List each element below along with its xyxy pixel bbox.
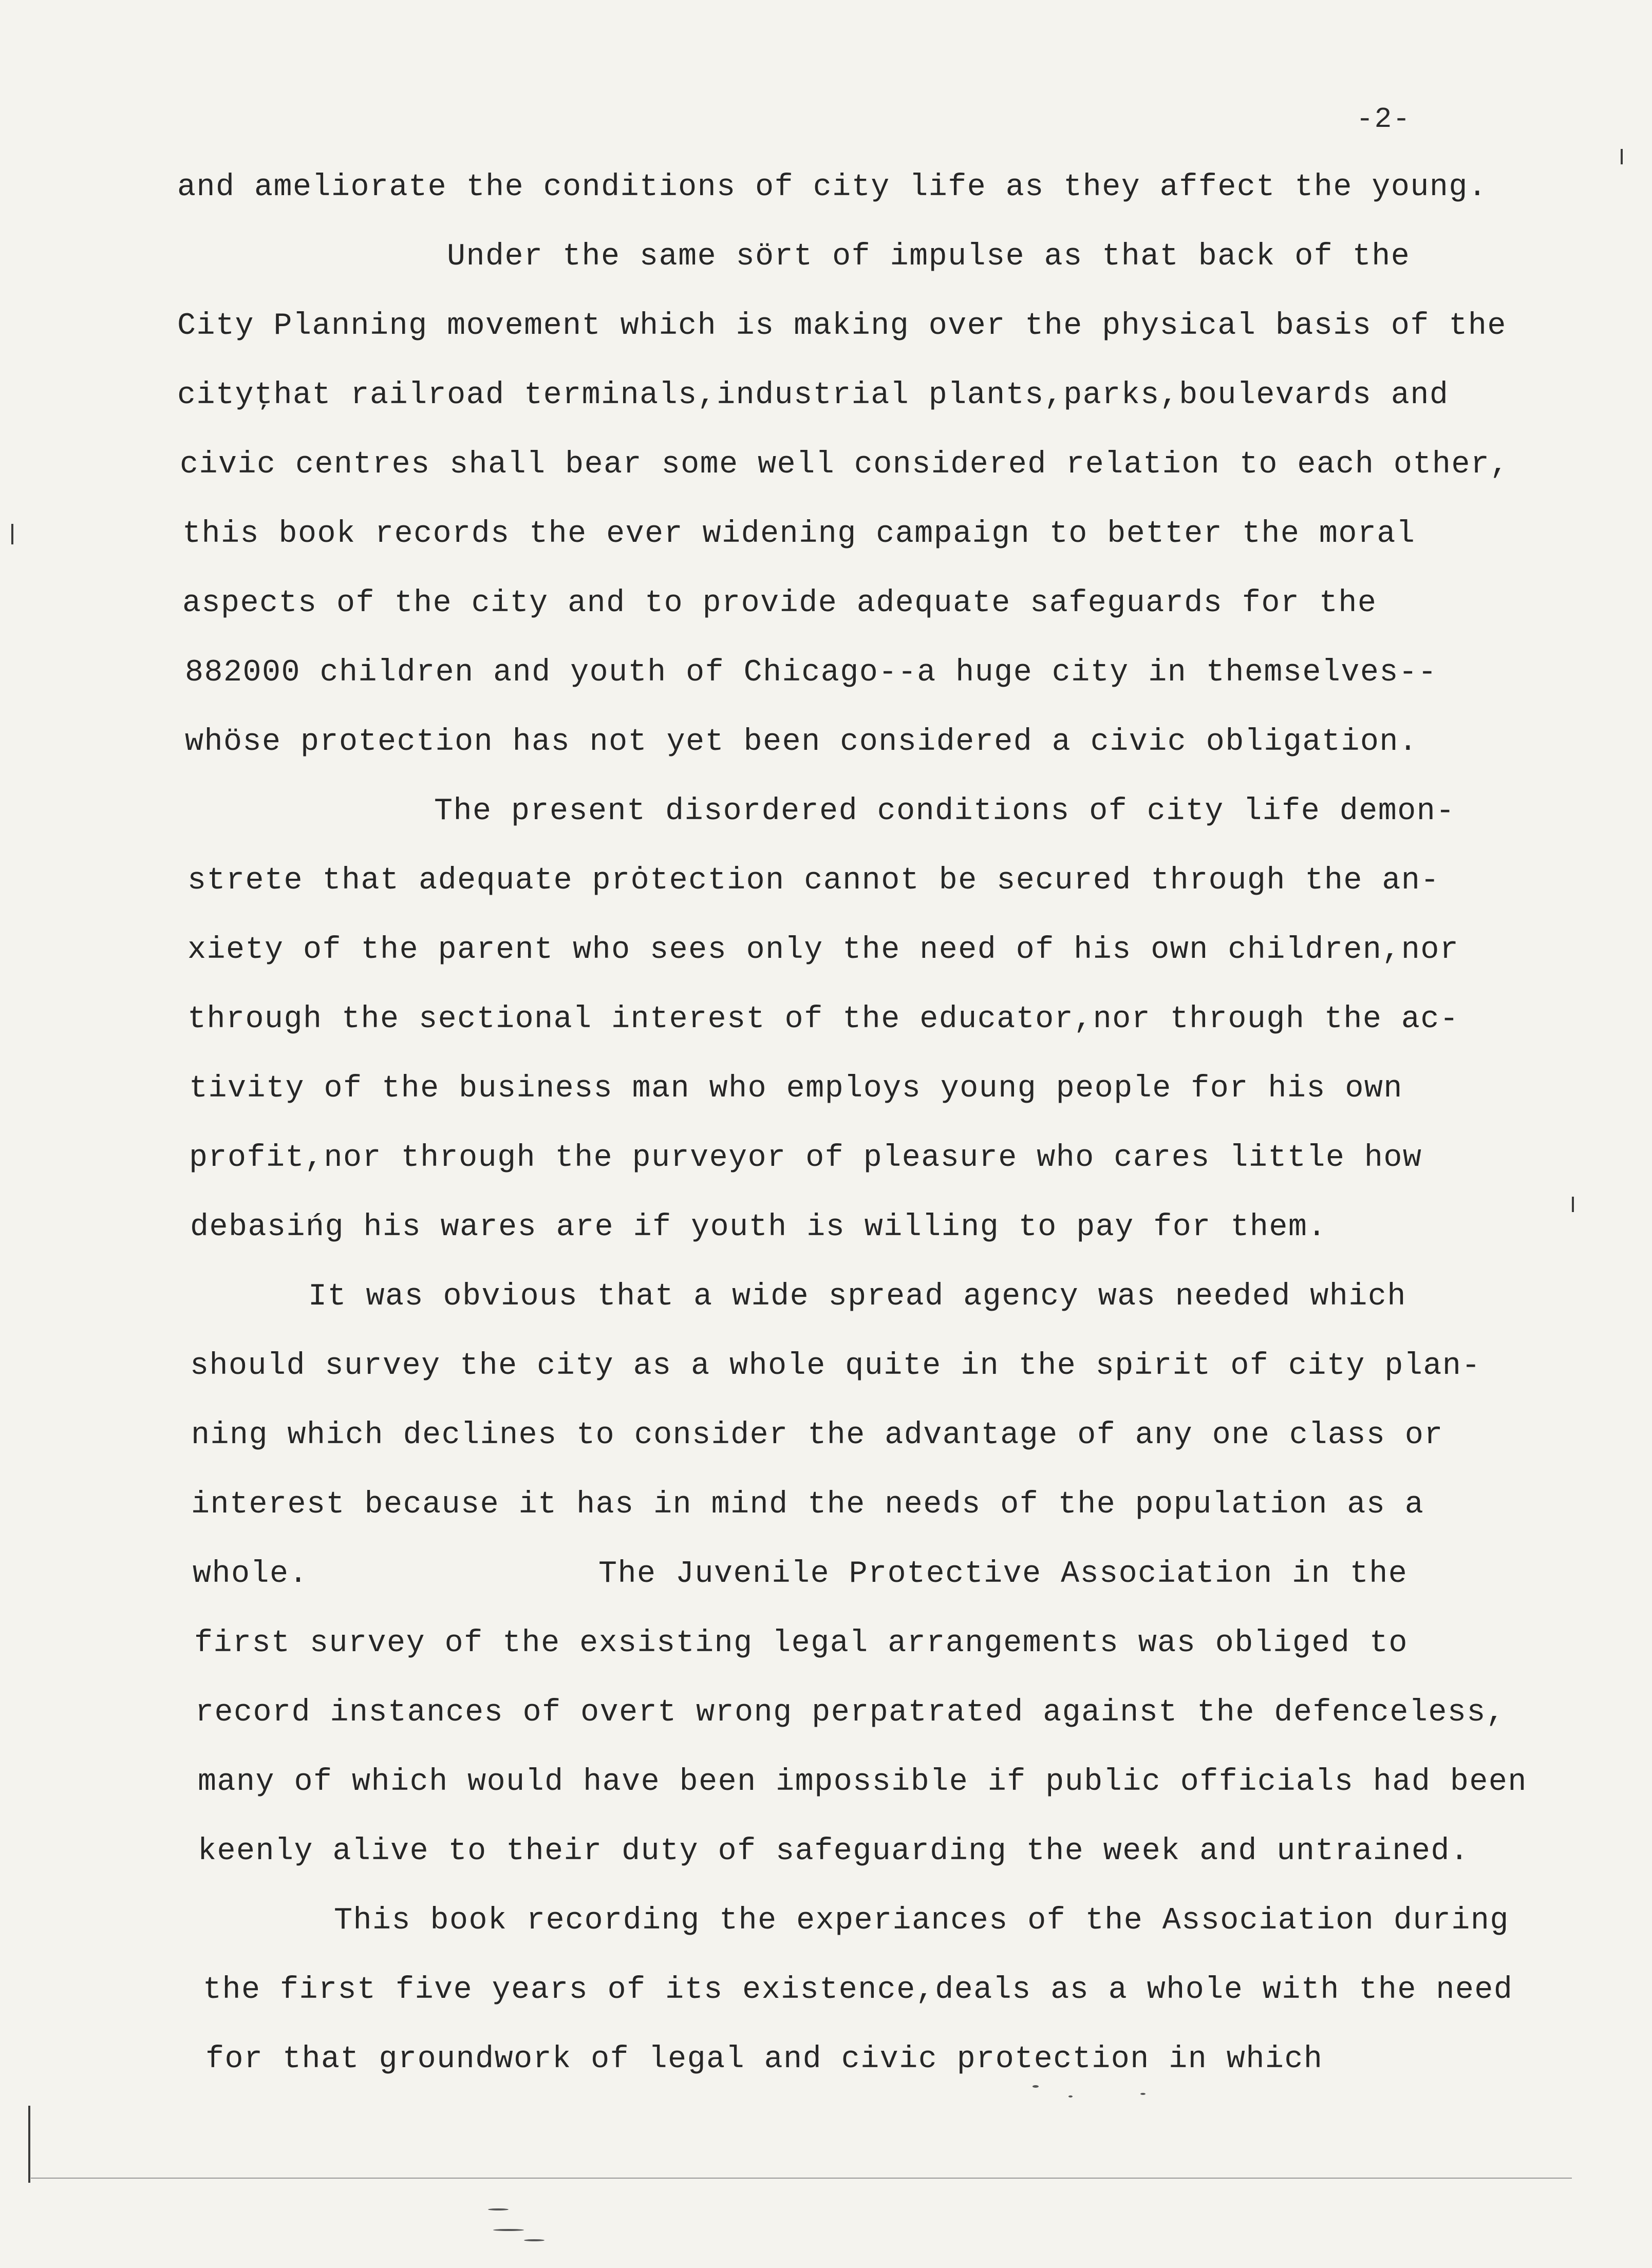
- text-line: xiety of the parent who sees only the need of his own children,nor: [187, 933, 1459, 968]
- text-line: 882000 children and youth of Chicago--a huge city in themselves--: [185, 655, 1437, 690]
- text-line: debasińg his wares are if youth is willing to pay for them.: [190, 1210, 1327, 1245]
- text-line: Under the same sört of impulse as that back of the: [447, 239, 1411, 274]
- page-number: -2-: [1356, 103, 1411, 136]
- scan-edge-mark: [1621, 149, 1623, 164]
- text-line: cityţhat railroad terminals,industrial plants,parks,boulevards and: [177, 378, 1449, 413]
- scan-edge-mark: [31, 2178, 1572, 2179]
- text-line: strete that adequate prȯtection cannot be secured through the an-: [187, 863, 1440, 898]
- scan-speck: [488, 2208, 509, 2210]
- text-line: civic centres shall bear some well considered relation to each other,: [180, 447, 1509, 482]
- text-line: and ameliorate the conditions of city life as they affect the young.: [177, 170, 1488, 205]
- text-line: ning which declines to consider the advantage of any one class or: [191, 1418, 1443, 1453]
- scan-speck: [524, 2239, 545, 2241]
- text-line: first survey of the exsisting legal arrangements was obliged to: [194, 1626, 1408, 1661]
- text-line: The Juvenile Protective Association in the: [598, 1557, 1408, 1592]
- text-line: whöse protection has not yet been considered a civic obligation.: [185, 725, 1418, 760]
- text-line: tivity of the business man who employs young people for his own: [189, 1071, 1403, 1106]
- text-line: profit,nor through the purveyor of pleasure who cares little how: [189, 1141, 1422, 1176]
- text-line: whole.: [193, 1557, 309, 1592]
- text-line: through the sectional interest of the educator,nor through the ac-: [187, 1002, 1459, 1037]
- scan-edge-mark: [1572, 1197, 1574, 1212]
- scan-edge-mark: [11, 524, 13, 544]
- text-line: City Planning movement which is making over the physical basis of the: [177, 309, 1507, 344]
- text-line: should survey the city as a whole quite in the spirit of city plan-: [190, 1349, 1481, 1384]
- text-line: record instances of overt wrong perpatrated against the defenceless,: [195, 1695, 1506, 1730]
- text-line: many of which would have been impossible if public officials had been: [198, 1765, 1527, 1800]
- text-line: for that groundwork of legal and civic protection in which: [205, 2042, 1323, 2077]
- text-line: this book records the ever widening campaign to better the moral: [182, 517, 1416, 552]
- scan-speck: [1032, 2085, 1039, 2088]
- text-line: aspects of the city and to provide adequate safeguards for the: [182, 586, 1377, 621]
- scan-speck: [493, 2229, 524, 2231]
- text-line: The present disordered conditions of city life demon-: [434, 794, 1455, 829]
- scan-speck: [1140, 2093, 1146, 2095]
- text-line: interest because it has in mind the needs of the population as a: [191, 1487, 1424, 1522]
- text-line: keenly alive to their duty of safeguarding the week and untrained.: [198, 1834, 1470, 1869]
- text-line: This book recording the experiances of the Association during: [334, 1903, 1509, 1938]
- scan-speck: [1068, 2095, 1073, 2097]
- text-line: It was obvious that a wide spread agency was needed which: [308, 1279, 1406, 1314]
- text-line: the first five years of its existence,deals as a whole with the need: [203, 1973, 1513, 2008]
- scan-edge-mark: [28, 2106, 30, 2183]
